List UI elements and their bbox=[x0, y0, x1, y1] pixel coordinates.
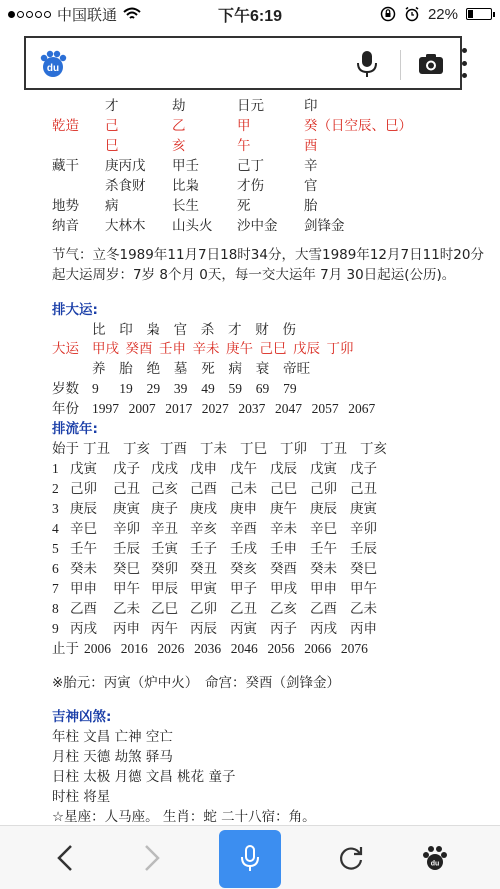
more-vertical-icon[interactable] bbox=[460, 48, 468, 78]
svg-text:du: du bbox=[46, 63, 60, 74]
back-button[interactable] bbox=[40, 826, 90, 889]
liunian-cell: 癸卯 bbox=[151, 561, 178, 577]
liunian-start: 丁卯 bbox=[280, 441, 307, 457]
pillar-tiangan: 乙 bbox=[172, 118, 186, 134]
dishi-label: 地势 bbox=[52, 198, 79, 214]
pillar-tiangan: 己 bbox=[105, 118, 119, 134]
liunian-cell: 甲子 bbox=[230, 581, 257, 597]
microphone-icon bbox=[240, 845, 260, 873]
liunian-cell: 乙酉 bbox=[70, 601, 97, 617]
liunian-end-year: 2046 bbox=[230, 641, 258, 656]
liunian-cell: 庚寅 bbox=[350, 501, 377, 517]
liunian-cell: 丙辰 bbox=[190, 621, 217, 637]
liunian-row-number: 4 bbox=[52, 521, 59, 536]
liunian-cell: 戊子 bbox=[113, 461, 140, 477]
pillar-tiangan: 甲 bbox=[237, 118, 251, 134]
liunian-cell: 乙卯 bbox=[190, 601, 217, 617]
liunian-cell: 乙酉 bbox=[310, 601, 337, 617]
dayun-year: 2027 bbox=[201, 401, 229, 416]
pillar-canggan-shishen: 比枭 bbox=[172, 178, 199, 194]
dayun-shishen: 官 bbox=[173, 322, 188, 338]
liunian-cell: 癸酉 bbox=[270, 561, 297, 577]
shensha-line: 时柱 将星 bbox=[52, 789, 111, 805]
liunian-cell: 甲申 bbox=[310, 581, 337, 597]
dayun-changsheng: 帝旺 bbox=[283, 361, 311, 377]
pillar-canggan-shishen: 官 bbox=[304, 178, 318, 194]
dayun-shishen: 杀 bbox=[200, 322, 215, 338]
dayun-age: 49 bbox=[201, 381, 215, 396]
qianzao-label: 乾造 bbox=[52, 118, 79, 134]
dayun-changsheng: 绝 bbox=[146, 361, 161, 377]
liunian-row-number: 6 bbox=[52, 561, 59, 576]
liunian-cell: 壬戌 bbox=[230, 541, 257, 557]
liunian-cell: 庚辰 bbox=[70, 501, 97, 517]
dayun-year: 2067 bbox=[348, 401, 376, 416]
liunian-cell: 乙未 bbox=[113, 601, 140, 617]
pillar-dishi: 长生 bbox=[172, 198, 199, 214]
orientation-lock-icon bbox=[380, 6, 396, 22]
liunian-cell: 癸亥 bbox=[230, 561, 257, 577]
liunian-end-year: 2076 bbox=[340, 641, 368, 656]
dayun-changsheng: 死 bbox=[201, 361, 215, 377]
liunian-cell: 乙未 bbox=[350, 601, 377, 617]
pillar-tiangan: 癸（日空辰、巳） bbox=[304, 118, 412, 134]
liunian-start-label: 始于 bbox=[52, 441, 79, 457]
pillar-canggan: 己丁 bbox=[237, 158, 264, 174]
liunian-cell: 己巳 bbox=[270, 481, 297, 497]
liunian-cell: 辛酉 bbox=[230, 521, 257, 537]
dayun-year: 2017 bbox=[165, 401, 193, 416]
liunian-cell: 丙寅 bbox=[230, 621, 257, 637]
dayun-shishen: 才 bbox=[228, 322, 242, 338]
liunian-cell: 乙丑 bbox=[230, 601, 257, 617]
dayun-pillar: 辛未 bbox=[192, 341, 220, 357]
liunian-cell: 壬寅 bbox=[151, 541, 178, 557]
liunian-end-year: 2026 bbox=[157, 641, 185, 656]
camera-icon[interactable] bbox=[418, 52, 444, 76]
liunian-cell: 己丑 bbox=[350, 481, 377, 497]
shensha-line: 日柱 太极 月德 文昌 桃花 童子 bbox=[52, 769, 236, 785]
liunian-cell: 辛丑 bbox=[151, 521, 178, 537]
liunian-end-year: 2066 bbox=[304, 641, 332, 656]
liunian-start: 丁巳 bbox=[240, 441, 267, 457]
battery-icon bbox=[466, 8, 492, 20]
liunian-cell: 癸未 bbox=[310, 561, 337, 577]
liunian-row-number: 5 bbox=[52, 541, 59, 556]
shensha-heading: 吉神凶煞: bbox=[52, 709, 112, 725]
bottom-toolbar bbox=[0, 825, 500, 889]
liunian-cell: 辛巳 bbox=[70, 521, 97, 537]
liunian-cell: 己卯 bbox=[70, 481, 97, 497]
liunian-end-year: 2036 bbox=[194, 641, 222, 656]
dayun-pillar: 甲戌 bbox=[92, 341, 119, 357]
dayun-age: 19 bbox=[119, 381, 133, 396]
liunian-cell: 乙巳 bbox=[151, 601, 178, 617]
age-label: 岁数 bbox=[52, 381, 79, 397]
pillar-canggan: 辛 bbox=[304, 158, 318, 174]
liunian-cell: 戊戌 bbox=[151, 461, 178, 477]
dayun-changsheng: 墓 bbox=[173, 361, 188, 377]
forward-arrow-icon bbox=[142, 843, 162, 873]
forward-button[interactable] bbox=[127, 826, 177, 889]
home-button[interactable] bbox=[410, 826, 460, 889]
pillar-canggan: 庚丙戊 bbox=[105, 158, 146, 174]
liunian-cell: 乙亥 bbox=[270, 601, 297, 617]
liunian-row-number: 3 bbox=[52, 501, 59, 516]
shensha-line: ☆星座：人马座。 生肖：蛇 二十八宿：角。 bbox=[52, 809, 316, 825]
liunian-start: 丁亥 bbox=[360, 441, 387, 457]
liunian-cell: 辛卯 bbox=[350, 521, 377, 537]
pillar-canggan: 甲壬 bbox=[172, 158, 199, 174]
nayin-label: 纳音 bbox=[52, 218, 79, 234]
dayun-pillar: 戊辰 bbox=[293, 341, 320, 357]
liunian-cell: 壬申 bbox=[270, 541, 297, 557]
canggan-label: 藏干 bbox=[52, 158, 79, 174]
liunian-cell: 戊辰 bbox=[270, 461, 297, 477]
shensha-line: 月柱 天德 劫煞 驿马 bbox=[52, 749, 173, 765]
dayun-shishen: 枭 bbox=[146, 322, 160, 338]
liunian-cell: 壬辰 bbox=[113, 541, 140, 557]
dayun-changsheng: 养 bbox=[92, 361, 106, 377]
liunian-start: 丁亥 bbox=[123, 441, 150, 457]
baidu-logo-icon[interactable] bbox=[38, 49, 68, 79]
dayun-age: 69 bbox=[255, 381, 270, 396]
liunian-cell: 癸巳 bbox=[113, 561, 140, 577]
refresh-button[interactable] bbox=[326, 826, 376, 889]
battery-percent: 22% bbox=[427, 5, 458, 23]
liunian-cell: 庚辰 bbox=[310, 501, 337, 517]
pillar-shishen: 日元 bbox=[237, 98, 264, 114]
liunian-cell: 己丑 bbox=[113, 481, 140, 497]
liunian-cell: 庚寅 bbox=[113, 501, 140, 517]
liunian-cell: 壬午 bbox=[310, 541, 337, 557]
liunian-start: 丁未 bbox=[200, 441, 227, 457]
dayun-year: 2037 bbox=[238, 401, 266, 416]
dayun-shishen: 比 bbox=[92, 322, 106, 338]
liunian-end-label: 止于 bbox=[52, 641, 79, 657]
liunian-cell: 己未 bbox=[230, 481, 257, 497]
voice-search-button[interactable] bbox=[219, 830, 281, 888]
microphone-icon[interactable] bbox=[356, 50, 378, 78]
pillar-dizhi: 酉 bbox=[304, 138, 318, 154]
liunian-cell: 甲戌 bbox=[270, 581, 297, 597]
liunian-cell: 戊寅 bbox=[70, 461, 97, 477]
dayun-age: 39 bbox=[173, 381, 188, 396]
liunian-end-year: 2016 bbox=[120, 641, 148, 656]
dayun-changsheng: 病 bbox=[228, 361, 242, 377]
liunian-cell: 己卯 bbox=[310, 481, 337, 497]
liunian-cell: 丙午 bbox=[151, 621, 178, 637]
pillar-canggan-shishen: 杀食财 bbox=[105, 178, 146, 194]
dayun-pillar: 庚午 bbox=[226, 341, 253, 357]
jieqi-line: 节气：立冬1989年11月7日18时34分，大雪1989年12月7日11时20分 bbox=[52, 247, 484, 263]
dayun-changsheng: 衰 bbox=[255, 361, 270, 377]
status-right bbox=[380, 6, 492, 23]
liunian-row-number: 8 bbox=[52, 601, 59, 616]
liunian-row-number: 2 bbox=[52, 481, 59, 496]
status-bar bbox=[0, 0, 500, 28]
liunian-cell: 壬辰 bbox=[350, 541, 377, 557]
liunian-cell: 甲午 bbox=[350, 581, 377, 597]
liunian-cell: 戊寅 bbox=[310, 461, 337, 477]
liunian-cell: 壬子 bbox=[190, 541, 217, 557]
pillar-dishi: 胎 bbox=[304, 198, 318, 214]
pillar-dishi: 死 bbox=[237, 198, 251, 214]
pillar-dizhi: 亥 bbox=[172, 138, 186, 154]
pillar-dishi: 病 bbox=[105, 198, 119, 214]
refresh-icon bbox=[337, 844, 365, 872]
carrier-name: 中国联通 bbox=[57, 6, 118, 24]
liunian-start: 丁酉 bbox=[160, 441, 187, 457]
pillar-nayin: 剑锋金 bbox=[304, 218, 345, 234]
liunian-cell: 庚戌 bbox=[190, 501, 217, 517]
liunian-cell: 戊午 bbox=[230, 461, 257, 477]
dayun-age: 29 bbox=[146, 381, 161, 396]
dayun-label: 大运 bbox=[52, 341, 79, 357]
alarm-icon bbox=[404, 6, 420, 22]
dayun-year: 2057 bbox=[311, 401, 339, 416]
pillar-shishen: 才 bbox=[105, 98, 119, 114]
liunian-heading: 排流年: bbox=[52, 421, 98, 437]
year-label: 年份 bbox=[52, 401, 79, 417]
liunian-cell: 甲寅 bbox=[190, 581, 217, 597]
pillar-nayin: 沙中金 bbox=[237, 218, 278, 234]
liunian-cell: 丙申 bbox=[350, 621, 377, 637]
liunian-cell: 己亥 bbox=[151, 481, 178, 497]
taiyuan-line: ※胎元：丙寅（炉中火） 命宫：癸酉（剑锋金） bbox=[52, 675, 341, 691]
back-arrow-icon bbox=[55, 843, 75, 873]
liunian-cell: 辛亥 bbox=[190, 521, 217, 537]
liunian-cell: 丙子 bbox=[270, 621, 297, 637]
liunian-row-number: 1 bbox=[52, 461, 59, 476]
dayun-year: 2047 bbox=[275, 401, 302, 416]
liunian-cell: 庚申 bbox=[230, 501, 257, 517]
liunian-cell: 甲午 bbox=[113, 581, 140, 597]
dayun-shishen: 印 bbox=[119, 322, 133, 338]
dayun-changsheng: 胎 bbox=[119, 361, 133, 377]
dayun-heading: 排大运: bbox=[52, 302, 98, 318]
liunian-row-number: 7 bbox=[52, 581, 59, 596]
liunian-cell: 庚子 bbox=[151, 501, 178, 517]
dayun-pillar: 壬申 bbox=[159, 341, 186, 357]
shensha-line: 年柱 文昌 亡神 空亡 bbox=[52, 729, 173, 745]
liunian-end-year: 2056 bbox=[267, 641, 295, 656]
liunian-cell: 辛未 bbox=[270, 521, 297, 537]
liunian-cell: 癸未 bbox=[70, 561, 97, 577]
liunian-cell: 丙申 bbox=[113, 621, 140, 637]
liunian-cell: 丙戌 bbox=[310, 621, 337, 637]
liunian-cell: 辛卯 bbox=[113, 521, 140, 537]
liunian-start: 丁丑 bbox=[320, 441, 347, 457]
liunian-cell: 己酉 bbox=[190, 481, 217, 497]
dayun-pillar: 丁卯 bbox=[326, 341, 354, 357]
status-time: 下午6:19 bbox=[217, 7, 283, 25]
dayun-age: 59 bbox=[228, 381, 242, 396]
dayun-year: 1997 bbox=[92, 401, 119, 416]
liunian-cell: 庚午 bbox=[270, 501, 297, 517]
liunian-cell: 癸丑 bbox=[190, 561, 217, 577]
qiyun-line: 起大运周岁：7岁 8个月 0天，每一交大运年 7月 30日起运(公历)。 bbox=[52, 267, 456, 283]
liunian-cell: 壬午 bbox=[70, 541, 97, 557]
liunian-cell: 戊申 bbox=[190, 461, 217, 477]
search-bar[interactable] bbox=[24, 36, 462, 90]
pillar-nayin: 大林木 bbox=[105, 218, 146, 234]
pillar-dizhi: 午 bbox=[237, 138, 251, 154]
dayun-age: 79 bbox=[283, 381, 297, 396]
liunian-cell: 辛巳 bbox=[310, 521, 337, 537]
pillar-canggan-shishen: 才伤 bbox=[237, 178, 264, 194]
dayun-shishen: 伤 bbox=[282, 322, 296, 338]
liunian-start: 丁丑 bbox=[83, 441, 110, 457]
dayun-pillar: 癸酉 bbox=[125, 341, 153, 357]
liunian-end-year: 2006 bbox=[84, 641, 111, 656]
dayun-year: 2007 bbox=[128, 401, 156, 416]
pillar-nayin: 山头火 bbox=[172, 218, 213, 234]
liunian-cell: 甲辰 bbox=[151, 581, 178, 597]
svg-text:du: du bbox=[430, 860, 440, 868]
pillar-dizhi: 巳 bbox=[105, 138, 119, 154]
liunian-row-number: 9 bbox=[52, 621, 59, 636]
liunian-cell: 丙戌 bbox=[70, 621, 97, 637]
baidu-paw-icon bbox=[420, 843, 450, 873]
liunian-cell: 癸巳 bbox=[350, 561, 377, 577]
liunian-cell: 甲申 bbox=[70, 581, 97, 597]
search-divider bbox=[400, 50, 401, 80]
dayun-shishen: 财 bbox=[255, 322, 269, 338]
pillar-shishen: 劫 bbox=[172, 98, 186, 114]
dayun-age: 9 bbox=[92, 381, 99, 396]
dayun-pillar: 己巳 bbox=[259, 341, 287, 357]
liunian-cell: 戊子 bbox=[350, 461, 377, 477]
pillar-shishen: 印 bbox=[304, 98, 318, 114]
